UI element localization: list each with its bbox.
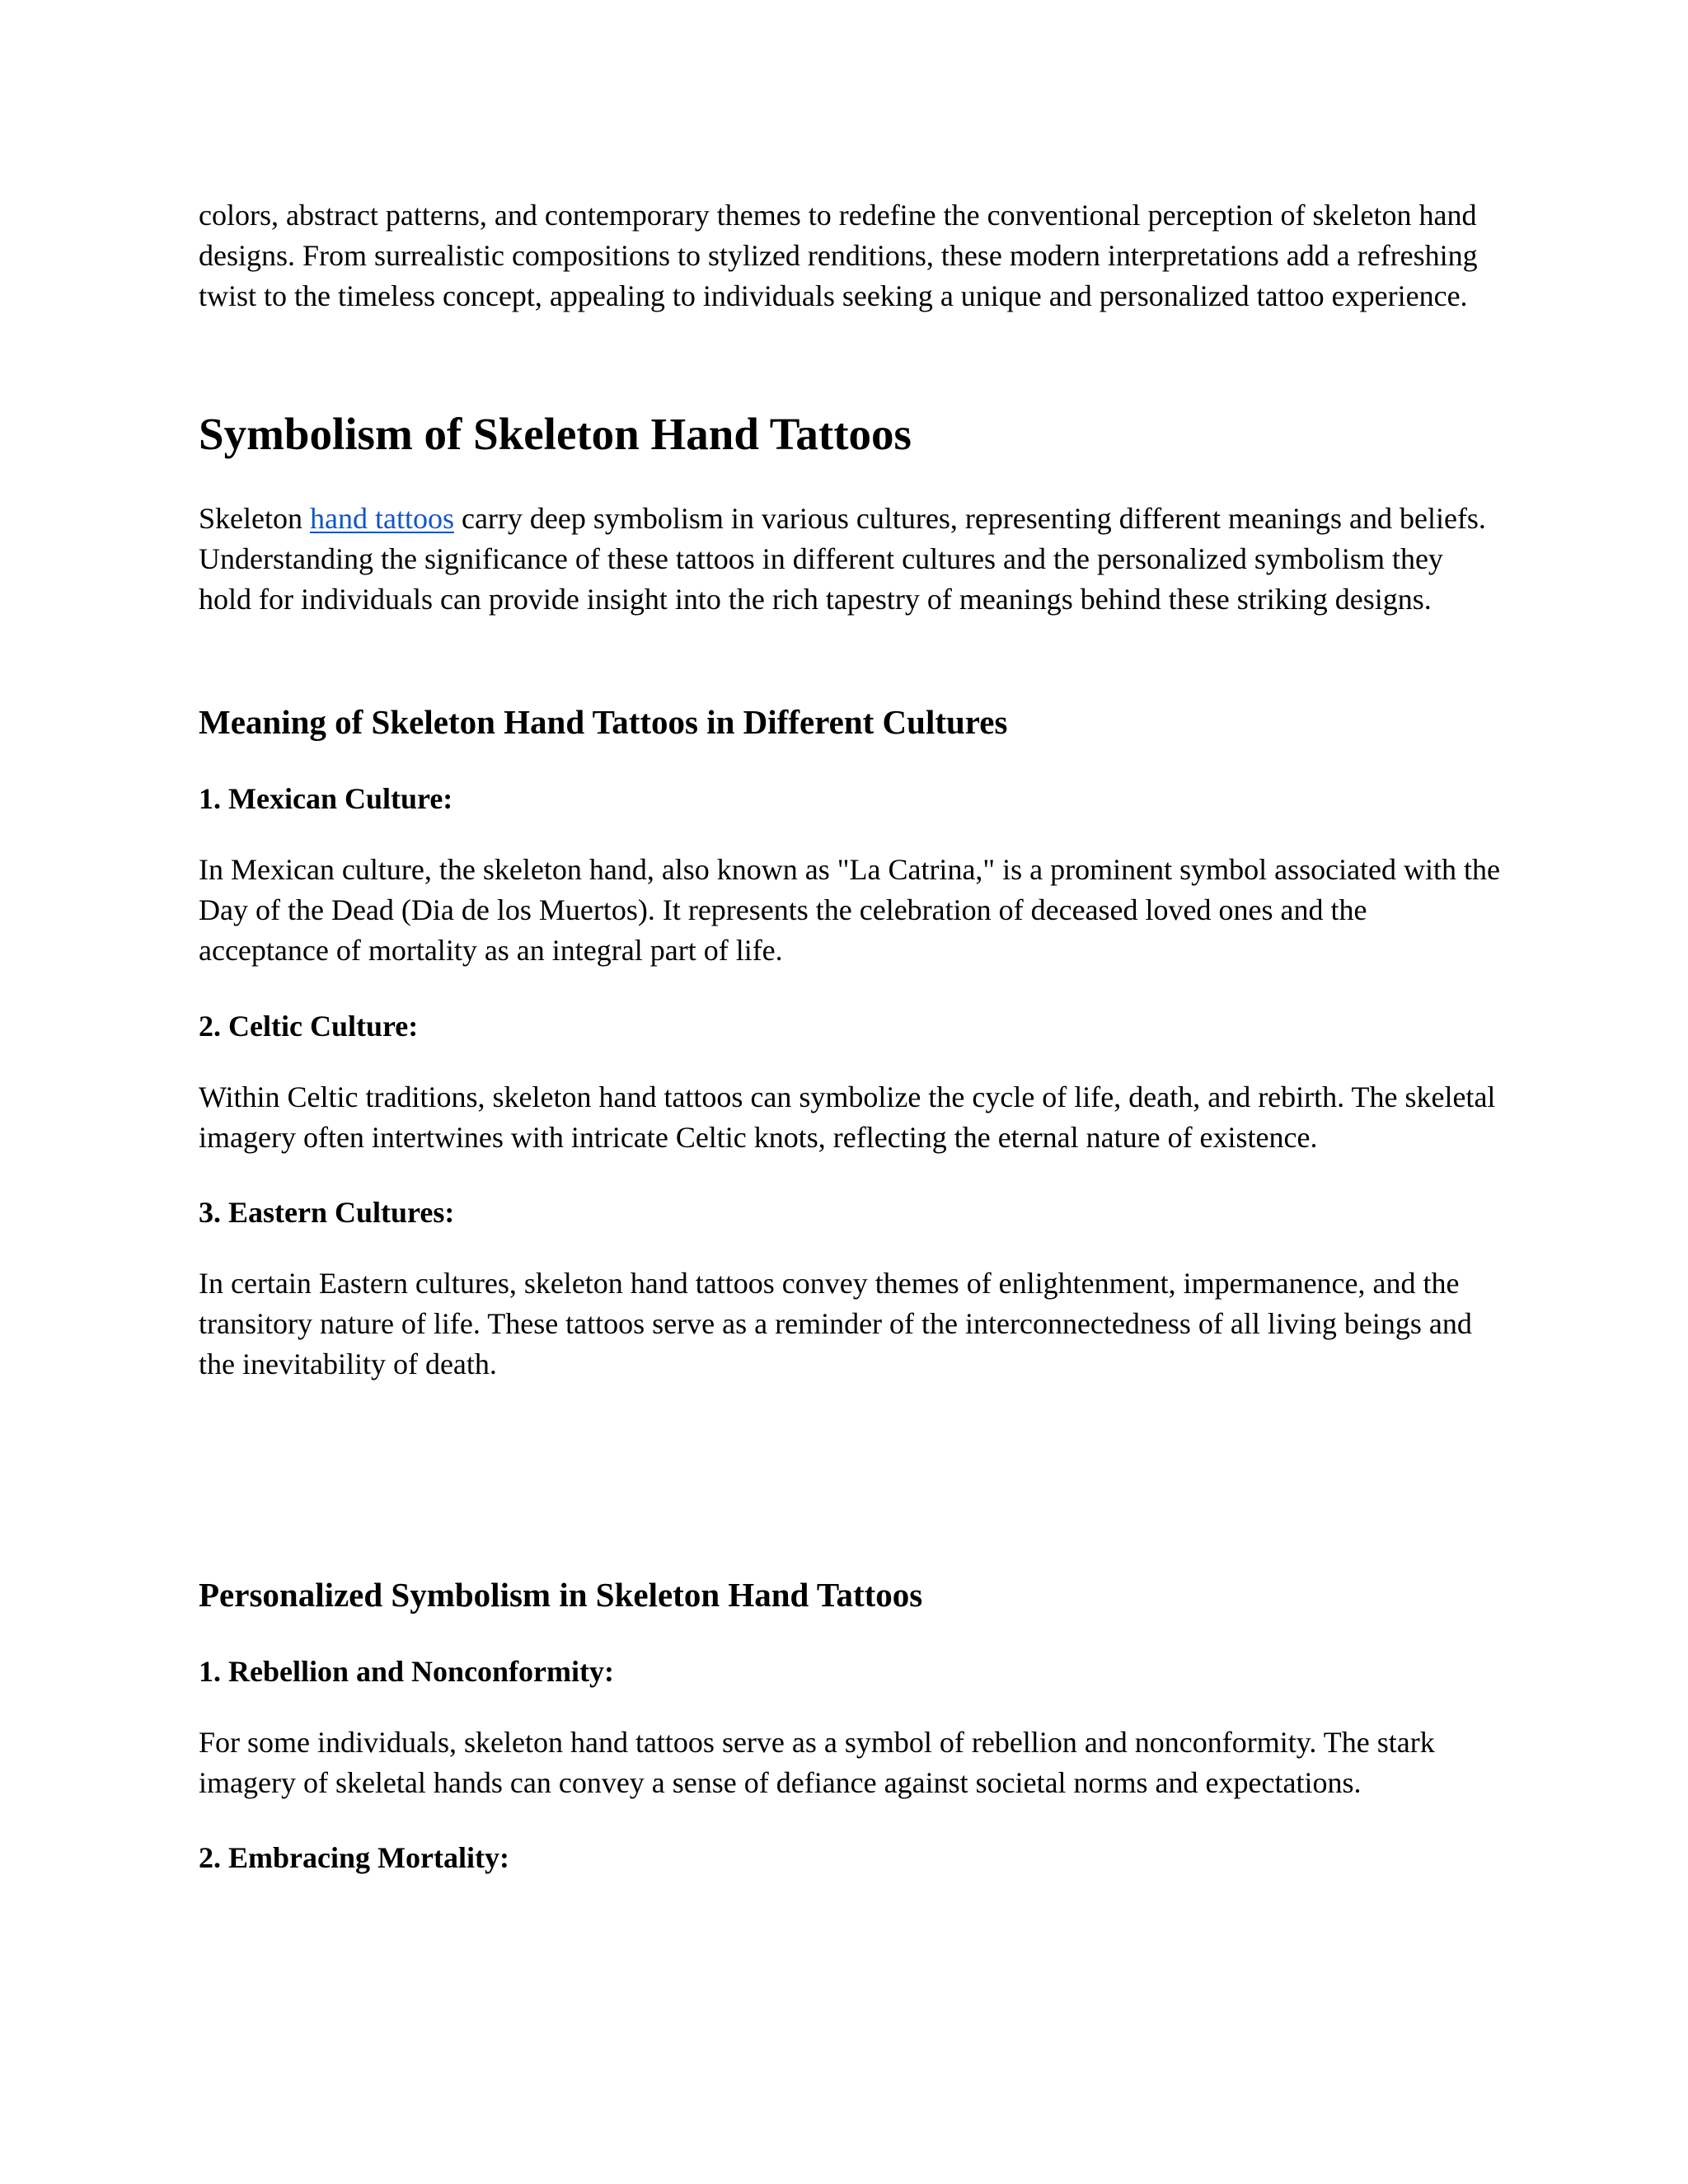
symbolism-paragraph	[199, 499, 1501, 620]
personal-heading-mortality: 2. Embracing Mortality:	[199, 1841, 509, 1874]
personal-text-rebellion: For some individuals, skeleton hand tattoos serve as a symbol of rebellion and nonconformity. The stark imagery of skeletal hands can convey a sense of defiance against societal norms and expectations.	[199, 1726, 1435, 1799]
section-title-cultures: Meaning of Skeleton Hand Tattoos in Different Cultures	[199, 703, 1008, 741]
section-title-symbolism: Symbolism of Skeleton Hand Tattoos	[199, 409, 912, 459]
symbolism-paragraph-prefix: Skeleton	[199, 502, 310, 535]
culture-heading-eastern: 3. Eastern Cultures:	[199, 1196, 455, 1229]
culture-heading-mexican: 1. Mexican Culture:	[199, 782, 453, 815]
hand-tattoos-link[interactable]: hand tattoos	[309, 502, 454, 535]
culture-text-eastern: In certain Eastern cultures, skeleton hand tattoos convey themes of enlightenment, impermanence, and the transitory nature of life. These tattoos serve as a reminder of the interconnectedness of all living beings and the inevitability of death.	[199, 1267, 1472, 1380]
section-title-personal: Personalized Symbolism in Skeleton Hand Tattoos	[199, 1576, 923, 1614]
intro-paragraph: colors, abstract patterns, and contemporary themes to redefine the conventional perception of skeleton hand designs. From surrealistic compositions to stylized renditions, these modern interpretations add a refreshing twist to the timeless concept, appealing to individuals seeking a unique and personalized tattoo experience.	[199, 199, 1478, 312]
culture-text-mexican: In Mexican culture, the skeleton hand, also known as "La Catrina," is a prominent symbol associated with the Day of the Dead (Dia de los Muertos). It represents the celebration of deceased loved ones and the acceptance of mortality as an integral part of life.	[199, 853, 1501, 967]
culture-heading-celtic: 2. Celtic Culture:	[199, 1010, 419, 1043]
culture-text-celtic: Within Celtic traditions, skeleton hand tattoos can symbolize the cycle of life, death, and rebirth. The skeletal imagery often intertwines with intricate Celtic knots, reflecting the eternal nature of existence.	[199, 1080, 1496, 1154]
personal-heading-rebellion: 1. Rebellion and Nonconformity:	[199, 1655, 614, 1688]
symbolism-paragraph-suffix: carry deep symbolism in various cultures, representing different meanings and beliefs. Understanding the significance of these tattoos in different cultures and the personalized symbolism they hold for individuals can provide insight into the rich tapestry of meanings behind these striking designs.	[199, 502, 1486, 616]
